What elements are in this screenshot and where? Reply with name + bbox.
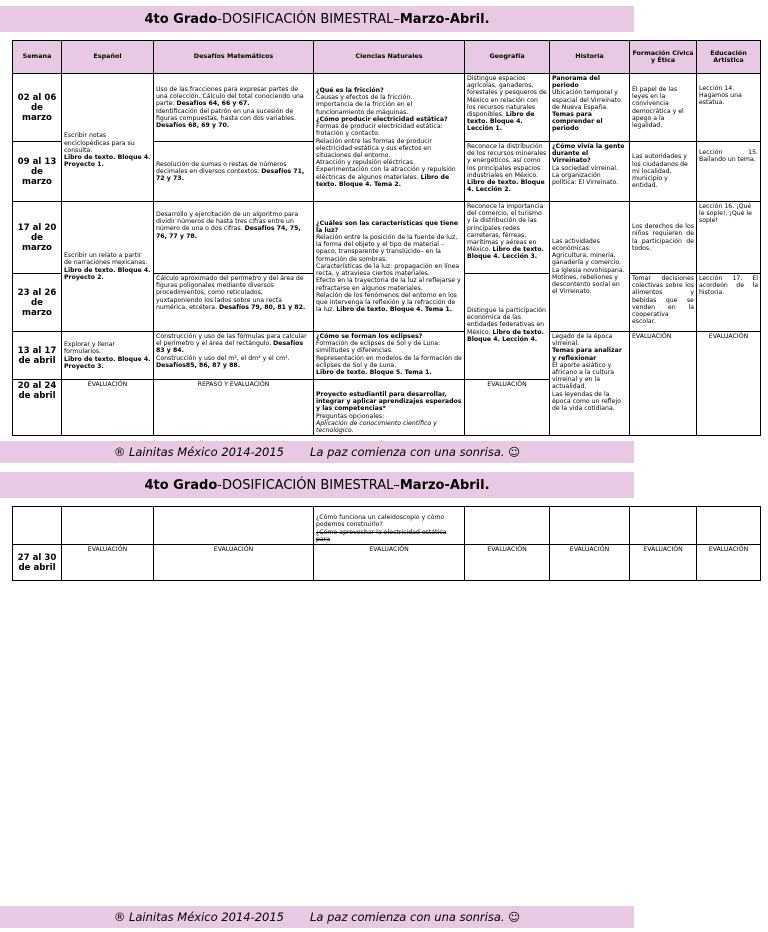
- espanol-cell: Escribir notas enciclopédicas para su consulta. Libro de texto. Bloque 4. Proyecto 1.: [62, 74, 154, 202]
- mate-cell: Resolución de sumas o restas de números decimales en diversos contextos. Desafíos 71, 72 y 73.: [154, 142, 314, 202]
- week-cell: 13 al 17 de abril: [13, 332, 62, 380]
- week-cell: 02 al 06 de marzo: [13, 74, 62, 142]
- ciencias-cell: ¿Cómo funciona un caleidoscopio y cómo podemos construirlo? ¿Cómo aprovechar la electricidad estática para: [314, 507, 465, 545]
- artistica-cell: Lección 15. Bailando un tema.: [697, 142, 761, 202]
- artistica-cell: EVALUACIÓN: [697, 545, 761, 581]
- historia-cell: ¿Cómo vivía la gente durante el Virreinato? La sociedad virreinal. La organización política: El Virreinato.: [550, 142, 630, 202]
- geografia-cell: Reconoce la distribución de los recursos minerales y energéticos, así como los principales espacios industriales en México. Libro de texto. Bloque 4. Lección 2.: [465, 142, 550, 202]
- dosificacion-table-2: [12, 506, 761, 581]
- artistica-cell: Lección 14. Hagamos una estatua.: [697, 74, 761, 142]
- artistica-cell: Lección 17. El acordeón de la historia.: [697, 274, 761, 332]
- civica-cell: Las autoridades y los ciudadanos de mi localidad, municipio y entidad.: [630, 142, 697, 202]
- civica-cell: EVALUACIÓN: [630, 545, 697, 581]
- geografia-cell: Distingue espacios agrícolas, ganaderos, forestales y pesqueros de México en relación con los recursos naturales disponibles. Libro de texto. Bloque 4. Lección 1.: [465, 74, 550, 142]
- table-row: [13, 507, 761, 545]
- civica-cell: EVALUACIÓN: [630, 332, 697, 436]
- geografia-cell: Reconoce la importancia del comercio, el turismo y la distribución de las principales redes carreteras, férreas, marítimas y aéreas en México. Libro de texto. Bloque 4. Lección 3.: [465, 202, 550, 274]
- ciencias-cell: ¿Cuáles son las características que tiene la luz? Relación entre la posición de la fuente de luz, la forma del objeto y el tipo de material – opaco, transparente y translúcido– en la formación de sombras. Características de la luz: propagación en línea recta, y atraviesa ciertos materiales. Efecto en la trayectoria de la luz al reflejarse y refractarse en algunos materiales. Relación de los fenómenos del entorno en los que intervenga la reflexión y la refracción de la luz. Libro de texto. Bloque 4. Tema 1.: [314, 202, 465, 332]
- geografia-cell: EVALUACIÓN: [465, 380, 550, 436]
- civica-cell: El papel de las leyes en la convivencia democrática y el apego a la legalidad.: [630, 74, 697, 142]
- espanol-cell: EVALUACIÓN: [62, 545, 154, 581]
- col-historia: Historia: [550, 41, 630, 74]
- table-row: [13, 545, 761, 581]
- col-civica: Formación Cívica y Ética: [630, 41, 697, 74]
- page-title-2: 4to Grado - DOSIFICACIÓN BIMESTRAL – Marzo-Abril.: [0, 472, 634, 498]
- geografia-cell: EVALUACIÓN: [465, 545, 550, 581]
- table-header-row: [13, 41, 761, 74]
- col-geografia: Geografía: [465, 41, 550, 74]
- col-artistica: Educación Artística: [697, 41, 761, 74]
- page-footer: [0, 441, 634, 463]
- espanol-cell: EVALUACIÓN: [62, 380, 154, 436]
- footer-brand: ® Lainitas México 2014-2015: [113, 445, 284, 459]
- table-row: [13, 332, 761, 380]
- espanol-cell: Escribir un relato a partir de narraciones mexicanas. Libro de texto. Bloque 4. Proyecto 2.: [62, 202, 154, 332]
- table-row: [13, 74, 761, 142]
- artistica-cell: EVALUACIÓN: [697, 332, 761, 436]
- week-cell: 20 al 24 de abril: [13, 380, 62, 436]
- ciencias-cell: ¿Cómo se forman los eclipses? Formación de eclipses de Sol y de Luna: similitudes y diferencias. Representación en modelos de la formación de eclipses de Sol y de Luna. Libro de texto. Bloque 5. Tema 1.: [314, 332, 465, 380]
- historia-cell: Panorama del periodo Ubicación temporal y espacial del Virreinato de Nueva España. Temas para comprender el periodo: [550, 74, 630, 142]
- page-title: 4to Grado - DOSIFICACIÓN BIMESTRAL – Marzo-Abril.: [0, 6, 634, 32]
- civica-cell: Los derechos de los niños requieren de la participación de todos.: [630, 202, 697, 274]
- col-espanol: Español: [62, 41, 154, 74]
- week-cell: 27 al 30 de abril: [13, 545, 62, 581]
- week-cell: 23 al 26 de marzo: [13, 274, 62, 332]
- ciencias-cell: Proyecto estudiantil para desarrollar, integrar y aplicar aprendizajes esperados y las competencias* Preguntas opcionales: Aplicación de conocimiento científico y tecnológico.: [314, 380, 465, 436]
- footer-brand: ® Lainitas México 2014-2015: [113, 910, 284, 924]
- mate-cell: Construcción y uso de las fórmulas para calcular el perímetro y el área del rectángulo. Desafíos 83 y 84. Construcción y uso del m², el dm² y el cm². Desafíos85, 86, 87 y 88.: [154, 332, 314, 380]
- historia-cell: [550, 507, 630, 545]
- geografia-cell: [465, 507, 550, 545]
- week-cell: 09 al 13 de marzo: [13, 142, 62, 202]
- civica-cell: [630, 507, 697, 545]
- espanol-cell: [62, 507, 154, 545]
- historia-cell: EVALUACIÓN: [550, 545, 630, 581]
- mate-cell: REPASO Y EVALUACIÓN: [154, 380, 314, 436]
- historia-cell: Las actividades económicas: Agricultura, minería, ganadería y comercio. La Iglesia novohispana. Motines, rebeliones y descontento social en el Virreinato.: [550, 202, 630, 332]
- page-footer-2: [0, 906, 634, 928]
- artistica-cell: Lección 16. ¡Qué le sople!, ¡Qué le sople!: [697, 202, 761, 274]
- footer-motto: La paz comienza con una sonrisa. ☺: [310, 445, 521, 459]
- artistica-cell: [697, 507, 761, 545]
- mate-cell: Desarrollo y ejercitación de un algoritmo para dividir números de hasta tres cifras entre un número de una o dos cifras. Desafíos 74, 75, 76, 77 y 78.: [154, 202, 314, 274]
- dosificacion-table: [12, 40, 761, 436]
- col-semana: Semana: [13, 41, 62, 74]
- table-row: [13, 202, 761, 274]
- ciencias-cell: ¿Qué es la fricción? Causas y efectos de la fricción. Importancia de la fricción en el funcionamiento de máquinas. ¿Cómo producir electricidad estática? Formas de producir electricidad estática: frotación y contacto. Relación entre las formas de producir electricidad estática y sus efectos en situaciones del entorno. Atracción y repulsión eléctricas. Experimentación con la atracción y repulsión eléctricas de algunos materiales. Libro de texto. Bloque 4. Tema 2.: [314, 74, 465, 202]
- mate-cell: EVALUACIÓN: [154, 545, 314, 581]
- col-desafios: Desafíos Matemáticos: [154, 41, 314, 74]
- mate-cell: Uso de las fracciones para expresar partes de una colección. Cálculo del total conociendo una parte. Desafíos 64, 66 y 67. Identificación del patrón en una sucesión de figuras compuestas, hasta con dos variables. Desafíos 68, 69 y 70.: [154, 74, 314, 142]
- week-cell: [13, 507, 62, 545]
- geografia-cell: Distingue la participación económica de las entidades federativas en México. Libro de texto. Bloque 4. Lección 4.: [465, 274, 550, 380]
- historia-cell: Legado de la época virreinal. Temas para analizar y reflexionar El aporte asiático y africano a la cultura virreinal y en la actualidad. Las leyendas de la época como un reflejo de la vida cotidiana.: [550, 332, 630, 436]
- mate-cell: Cálculo aproximado del perímetro y del área de figuras poligonales mediante diversos procedimientos, como reticulados, yuxtaponiendo los lados sobre una recta numérica, etcétera. Desafíos 79, 80, 81 y 82.: [154, 274, 314, 332]
- week-cell: 17 al 20 de marzo: [13, 202, 62, 274]
- espanol-cell: Explorar y llenar formularios. Libro de texto. Bloque 4. Proyecto 3.: [62, 332, 154, 380]
- footer-motto: La paz comienza con una sonrisa. ☺: [310, 910, 521, 924]
- ciencias-cell: EVALUACIÓN: [314, 545, 465, 581]
- col-ciencias: Ciencias Naturales: [314, 41, 465, 74]
- mate-cell: [154, 507, 314, 545]
- civica-cell: Tomar decisiones colectivas sobre los alimentos y bebidas que se venden en la cooperativa escolar.: [630, 274, 697, 332]
